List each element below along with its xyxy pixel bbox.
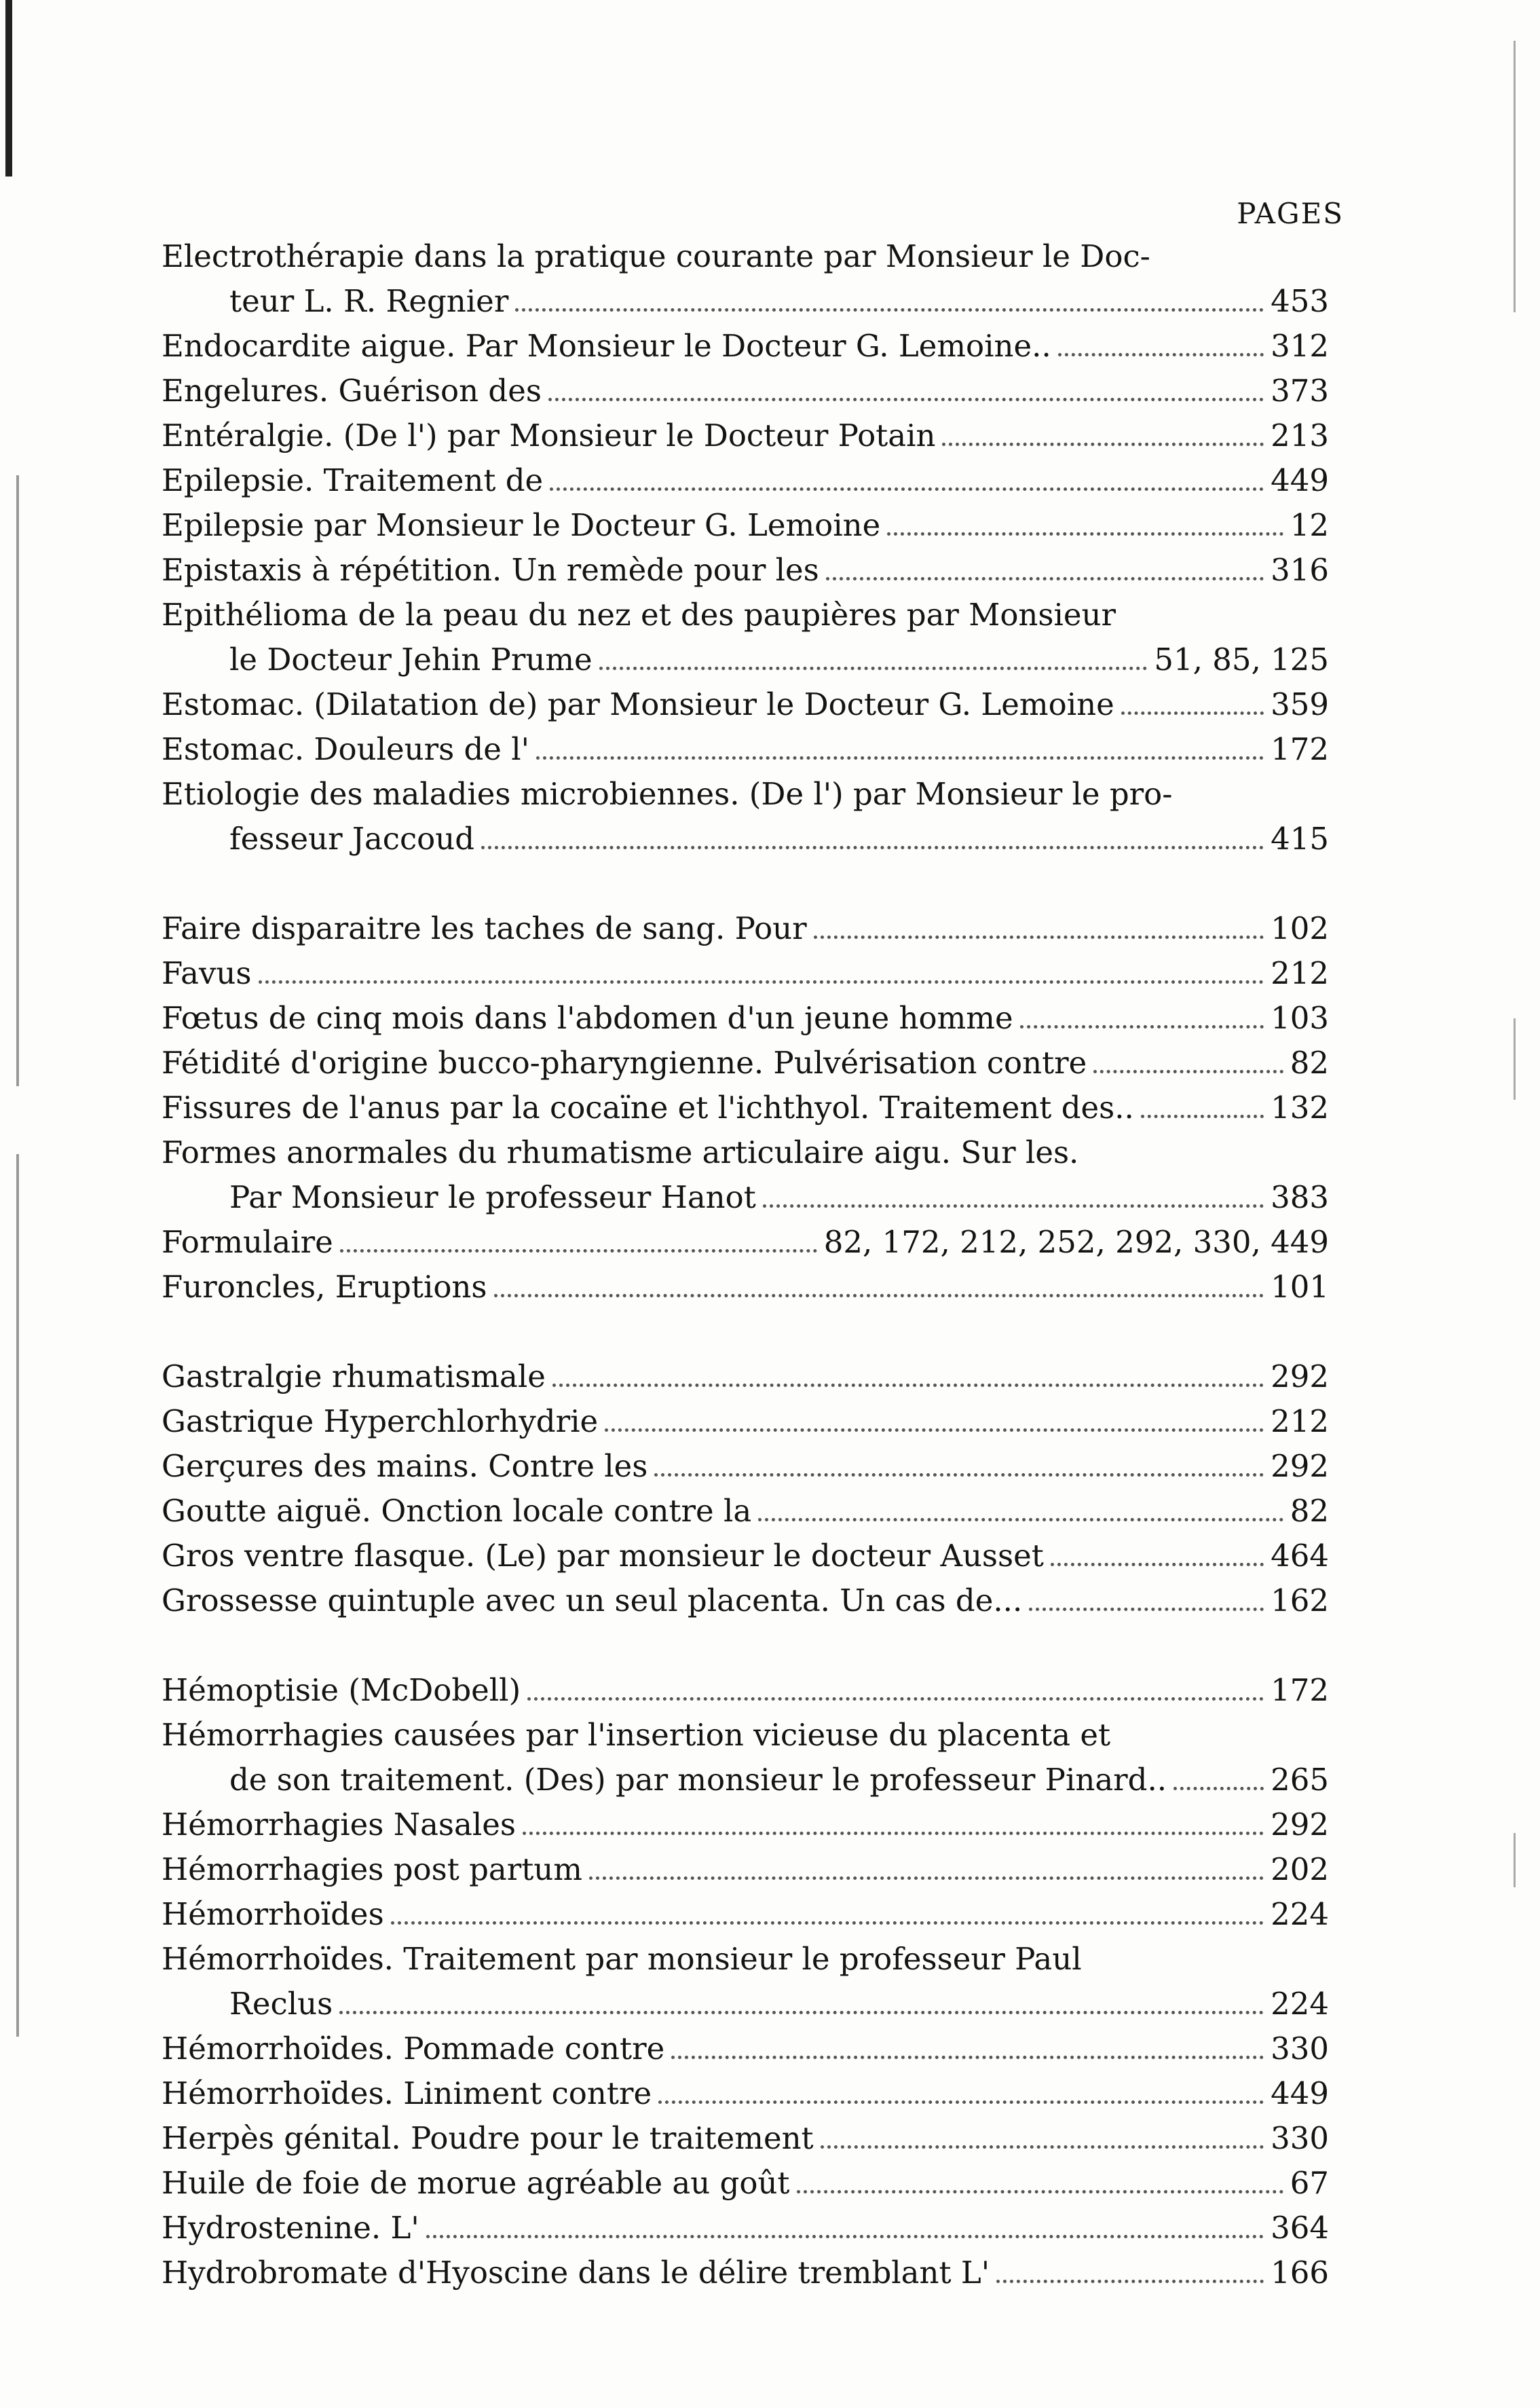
entry-line: [162, 324, 1329, 369]
entry-text: Gerçures des mains. Contre les: [162, 1448, 648, 1484]
page-number: 292: [1271, 1807, 1329, 1842]
dot-leader: [996, 2280, 1264, 2283]
entry-text: Reclus: [229, 1986, 333, 2022]
index-entry: [162, 1937, 1329, 2026]
entry-line: [162, 1713, 1329, 1758]
entry-continuation-line: [162, 1175, 1329, 1220]
dot-leader: [548, 398, 1264, 401]
page-number: 373: [1271, 373, 1329, 409]
entry-line: [162, 1937, 1329, 1982]
index-entry: [162, 593, 1329, 682]
entry-text: Gros ventre flasque. (Le) par monsieur le docteur Ausset: [162, 1538, 1044, 1574]
dot-leader: [605, 1428, 1264, 1432]
dot-leader: [1020, 1025, 1264, 1029]
entry-line: [162, 369, 1329, 413]
dot-leader: [426, 2235, 1264, 2238]
entry-line: [162, 951, 1329, 996]
index-entry: [162, 1713, 1329, 1802]
entry-line: [162, 1041, 1329, 1086]
page-number: 132: [1271, 1090, 1329, 1126]
page-number: 82: [1290, 1045, 1329, 1081]
entry-text: Grossesse quintuple avec un seul placenta. Un cas de...: [162, 1582, 1023, 1618]
index-entry: [162, 906, 1329, 951]
entry-line: [162, 727, 1329, 772]
dot-leader: [1029, 1608, 1264, 1611]
entry-line: [162, 2116, 1329, 2161]
entry-text: Engelures. Guérison des: [162, 373, 542, 409]
entry-continuation-line: [162, 637, 1329, 682]
entry-line: [162, 1892, 1329, 1937]
entry-line: [162, 593, 1329, 637]
index-entry: [162, 1265, 1329, 1310]
dot-leader: [658, 2100, 1264, 2104]
entry-text: Huile de foie de morue agréable au goût: [162, 2165, 790, 2201]
entry-text: Epithélioma de la peau du nez et des paupières par Monsieur: [162, 597, 1116, 633]
page-number: 415: [1271, 821, 1329, 857]
entry-line: [162, 1847, 1329, 1892]
entry-text: Hydrostenine. L': [162, 2210, 419, 2246]
entry-continuation-line: [162, 817, 1329, 862]
entry-line: [162, 2071, 1329, 2116]
entry-line: [162, 1668, 1329, 1713]
page-number: 383: [1271, 1179, 1329, 1215]
entry-line: [162, 1086, 1329, 1130]
entry-line: [162, 1130, 1329, 1175]
dot-leader: [515, 308, 1264, 312]
dot-leader: [391, 1921, 1264, 1925]
dot-leader: [589, 1876, 1264, 1880]
entry-line: [162, 1265, 1329, 1310]
index-entry: [162, 234, 1329, 324]
dot-leader: [758, 1518, 1283, 1521]
entry-text: Hémorrhoïdes. Traitement par monsieur le professeur Paul: [162, 1941, 1082, 1977]
entry-continuation-line: [162, 279, 1329, 324]
entry-text: Estomac. (Dilatation de) par Monsieur le Docteur G. Lemoine: [162, 686, 1114, 722]
entry-text: Epilepsie par Monsieur le Docteur G. Lemoine: [162, 507, 881, 543]
page-number: 103: [1271, 1000, 1329, 1036]
page-number: 364: [1271, 2210, 1329, 2246]
page-number: 82, 172, 212, 252, 292, 330, 449: [823, 1224, 1329, 1260]
scan-edge-mark: [5, 0, 12, 177]
entry-text: Fétidité d'origine bucco-pharyngienne. Pulvérisation contre: [162, 1045, 1087, 1081]
entry-text: Hémorrhagies causées par l'insertion vicieuse du placenta et: [162, 1717, 1111, 1753]
dot-leader: [494, 1294, 1264, 1297]
index-entry: [162, 369, 1329, 413]
index-entry: [162, 1802, 1329, 1847]
index-entry: [162, 2026, 1329, 2071]
entry-text: Hémorrhagies Nasales: [162, 1807, 516, 1842]
scan-noise: [1514, 41, 1516, 312]
entry-line: [162, 1444, 1329, 1489]
entry-line: [162, 548, 1329, 593]
dot-leader: [1093, 1070, 1283, 1073]
entry-text: de son traitement. (Des) par monsieur le professeur Pinard..: [229, 1762, 1167, 1798]
entry-text: Herpès génital. Poudre pour le traitement: [162, 2120, 814, 2156]
entry-text: teur L. R. Regnier: [229, 283, 509, 319]
entry-text: le Docteur Jehin Prume: [229, 642, 593, 678]
page-number: 449: [1271, 2075, 1329, 2111]
scan-noise: [1514, 1833, 1516, 1887]
entry-line: [162, 2250, 1329, 2295]
dot-leader: [259, 980, 1264, 984]
dot-leader: [826, 577, 1264, 580]
index-entry: [162, 1041, 1329, 1086]
index-entry: [162, 1534, 1329, 1578]
page-number: 51, 85, 125: [1154, 642, 1329, 678]
section-gap: [162, 1623, 1329, 1668]
dot-leader: [1051, 1563, 1264, 1566]
entry-text: Faire disparaitre les taches de sang. Pour: [162, 910, 807, 946]
page-number: 166: [1271, 2255, 1329, 2291]
entry-line: [162, 2161, 1329, 2206]
entry-line: [162, 1399, 1329, 1444]
entry-line: [162, 458, 1329, 503]
index-entry: [162, 1578, 1329, 1623]
index-entry: [162, 1847, 1329, 1892]
page-number: 213: [1271, 418, 1329, 453]
index-entry: [162, 413, 1329, 458]
page-number: 330: [1271, 2031, 1329, 2067]
index-entry: [162, 2206, 1329, 2250]
index-entry: [162, 1086, 1329, 1130]
dot-leader: [814, 936, 1264, 939]
page-number: 292: [1271, 1358, 1329, 1394]
entry-text: Goutte aiguë. Onction locale contre la: [162, 1493, 752, 1529]
page-number: 453: [1271, 283, 1329, 319]
section-gap: [162, 1310, 1329, 1354]
dot-leader: [1173, 1787, 1264, 1790]
page-number: 265: [1271, 1762, 1329, 1798]
dot-leader: [527, 1697, 1264, 1701]
entry-text: Formes anormales du rhumatisme articulaire aigu. Sur les.: [162, 1134, 1079, 1170]
entry-line: [162, 1802, 1329, 1847]
entry-line: [162, 906, 1329, 951]
dot-leader: [763, 1204, 1264, 1208]
page-number: 464: [1271, 1538, 1329, 1574]
entry-line: [162, 234, 1329, 279]
page-number: 67: [1290, 2165, 1329, 2201]
dot-leader: [536, 756, 1264, 760]
scan-noise: [1514, 1018, 1516, 1100]
page-number: 172: [1271, 1672, 1329, 1708]
entry-line: [162, 682, 1329, 727]
dot-leader: [550, 487, 1264, 491]
index-list: [162, 234, 1329, 2295]
dot-leader: [481, 846, 1264, 849]
entry-text: Fissures de l'anus par la cocaïne et l'ichthyol. Traitement des..: [162, 1090, 1134, 1126]
entry-text: Endocardite aigue. Par Monsieur le Docteur G. Lemoine..: [162, 328, 1051, 364]
entry-text: Gastrique Hyperchlorhydrie: [162, 1403, 599, 1439]
page-number: 101: [1271, 1269, 1329, 1305]
entry-text: Electrothérapie dans la pratique courante par Monsieur le Doc-: [162, 238, 1150, 274]
index-entry: [162, 1354, 1329, 1399]
entry-line: [162, 772, 1329, 817]
entry-text: Etiologie des maladies microbiennes. (De l') par Monsieur le pro-: [162, 776, 1173, 812]
scan-noise: [16, 1154, 19, 2037]
page-number: 292: [1271, 1448, 1329, 1484]
entry-line: [162, 413, 1329, 458]
scan-noise: [16, 475, 19, 1086]
index-entry: [162, 2071, 1329, 2116]
dot-leader: [887, 532, 1283, 536]
page-number: 212: [1271, 1403, 1329, 1439]
entry-line: [162, 1489, 1329, 1534]
index-entry: [162, 996, 1329, 1041]
index-entry: [162, 2116, 1329, 2161]
pages-column-header: PAGES: [1237, 197, 1344, 230]
dot-leader: [821, 2145, 1264, 2149]
dot-leader: [654, 1473, 1264, 1477]
dot-leader: [1141, 1115, 1264, 1118]
page-number: 202: [1271, 1851, 1329, 1887]
page-number: 359: [1271, 686, 1329, 722]
dot-leader: [523, 1832, 1264, 1835]
entry-line: [162, 503, 1329, 548]
entry-line: [162, 2026, 1329, 2071]
index-entry: [162, 324, 1329, 369]
page-number: 224: [1271, 1986, 1329, 2022]
dot-leader: [1121, 711, 1264, 715]
entry-text: Hémoptisie (McDobell): [162, 1672, 521, 1708]
index-entry: [162, 458, 1329, 503]
entry-line: [162, 1354, 1329, 1399]
entry-text: Entéralgie. (De l') par Monsieur le Docteur Potain: [162, 418, 936, 453]
dot-leader: [671, 2056, 1264, 2059]
entry-text: Hydrobromate d'Hyoscine dans le délire tremblant L': [162, 2255, 990, 2291]
entry-line: [162, 2206, 1329, 2250]
dot-leader: [339, 2011, 1264, 2014]
page-number: 82: [1290, 1493, 1329, 1529]
index-entry: [162, 1399, 1329, 1444]
page-number: 330: [1271, 2120, 1329, 2156]
section-gap: [162, 862, 1329, 906]
index-entry: [162, 548, 1329, 593]
index-entry: [162, 1444, 1329, 1489]
dot-leader: [552, 1384, 1264, 1387]
entry-text: Par Monsieur le professeur Hanot: [229, 1179, 756, 1215]
index-entry: [162, 682, 1329, 727]
entry-text: Gastralgie rhumatismale: [162, 1358, 546, 1394]
index-entry: [162, 2161, 1329, 2206]
index-entry: [162, 772, 1329, 862]
entry-line: [162, 996, 1329, 1041]
page-number: 316: [1271, 552, 1329, 588]
entry-text: Hémorrhoïdes. Liniment contre: [162, 2075, 652, 2111]
dot-leader: [340, 1249, 817, 1253]
entry-line: [162, 1534, 1329, 1578]
index-entry: [162, 1668, 1329, 1713]
entry-continuation-line: [162, 1982, 1329, 2026]
page-number: 12: [1290, 507, 1329, 543]
dot-leader: [797, 2190, 1283, 2193]
entry-text: Epilepsie. Traitement de: [162, 462, 544, 498]
entry-text: Epistaxis à répétition. Un remède pour les: [162, 552, 819, 588]
page-number: 224: [1271, 1896, 1329, 1932]
entry-text: fesseur Jaccoud: [229, 821, 475, 857]
entry-text: Formulaire: [162, 1224, 333, 1260]
index-entry: [162, 503, 1329, 548]
page-number: 212: [1271, 955, 1329, 991]
entry-line: [162, 1578, 1329, 1623]
entry-line: [162, 1220, 1329, 1265]
dot-leader: [599, 667, 1148, 670]
entry-text: Furoncles, Eruptions: [162, 1269, 487, 1305]
entry-text: Hémorrhoïdes. Pommade contre: [162, 2031, 665, 2067]
page-number: 172: [1271, 731, 1329, 767]
page-number: 312: [1271, 328, 1329, 364]
index-entry: [162, 1892, 1329, 1937]
index-entry: [162, 951, 1329, 996]
page-number: 102: [1271, 910, 1329, 946]
entry-text: Estomac. Douleurs de l': [162, 731, 529, 767]
entry-text: Fœtus de cinq mois dans l'abdomen d'un jeune homme: [162, 1000, 1013, 1036]
page-number: 449: [1271, 462, 1329, 498]
entry-text: Hémorrhagies post partum: [162, 1851, 582, 1887]
index-entry: [162, 727, 1329, 772]
index-entry: [162, 1220, 1329, 1265]
index-entry: [162, 1130, 1329, 1220]
entry-text: Favus: [162, 955, 252, 991]
dot-leader: [942, 443, 1264, 446]
index-entry: [162, 1489, 1329, 1534]
index-entry: [162, 2250, 1329, 2295]
dot-leader: [1058, 353, 1264, 356]
entry-continuation-line: [162, 1758, 1329, 1802]
page-number: 162: [1271, 1582, 1329, 1618]
entry-text: Hémorrhoïdes: [162, 1896, 384, 1932]
